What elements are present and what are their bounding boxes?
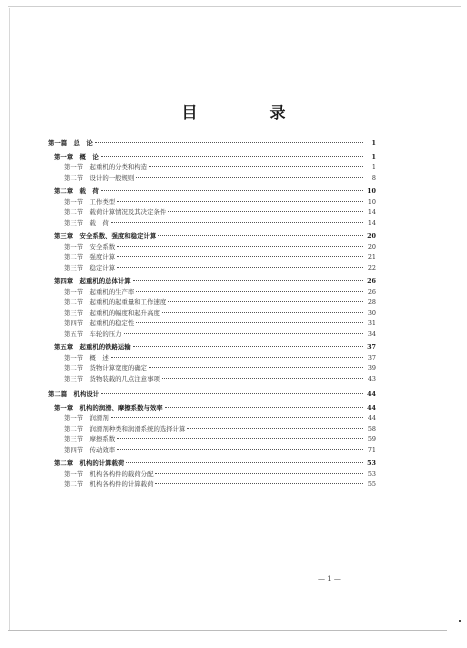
toc-leader-dots — [126, 462, 363, 463]
toc-entry-page: 26 — [367, 277, 376, 285]
toc-entry-page: 39 — [367, 364, 376, 372]
toc-entry-label: 第三节 起重机的幅度和起升高度 — [64, 308, 160, 317]
toc-entry-page: 1 — [371, 139, 376, 147]
toc-entry-label: 第一节 机构各构件的载荷分配 — [64, 469, 154, 478]
toc-leader-dots — [117, 201, 363, 202]
toc-entry-page: 53 — [367, 459, 376, 467]
toc-entry-label: 第一章 机构的润滑、摩擦系数与效率 — [54, 403, 163, 412]
toc-entry — [48, 318, 376, 329]
toc-entry-label: 第一篇 总 论 — [48, 139, 93, 147]
toc-entry-label: 第五章 起重机的铁路运输 — [54, 343, 131, 351]
scan-speck — [459, 620, 461, 622]
toc-leader-dots — [117, 246, 363, 247]
toc-leader-dots — [111, 357, 363, 358]
toc-entry-label: 第五节 车轮的压力 — [64, 329, 122, 338]
toc-entry — [48, 403, 376, 414]
toc-leader-dots — [111, 417, 363, 418]
toc-leader-dots — [95, 142, 363, 143]
toc-entry-label: 第三节 摩擦系数 — [64, 435, 116, 443]
toc-entry-page: 20 — [367, 232, 376, 240]
toc-entry-page: 31 — [367, 319, 376, 327]
toc-entry-label: 第二节 机构各构件的计算载荷 — [64, 480, 154, 488]
toc-entry-page: 21 — [367, 253, 376, 261]
toc-entry-label: 第三章 安全系数、强度和稳定计算 — [54, 232, 157, 240]
scan-border-top — [8, 6, 461, 7]
toc-entry-page: 34 — [367, 329, 376, 338]
toc-entry-label: 第一节 概 述 — [64, 353, 109, 362]
toc-leader-dots — [101, 190, 363, 191]
toc-entry — [48, 479, 376, 490]
toc-entry-label: 第二篇 机构设计 — [48, 390, 100, 398]
toc-entry — [48, 413, 376, 424]
toc-entry-label: 第一节 工作类型 — [64, 197, 116, 206]
toc-leader-dots — [124, 333, 363, 334]
toc-entry — [48, 469, 376, 480]
toc-entry-label: 第四章 起重机的总体计算 — [54, 277, 131, 285]
toc-entry-page: 44 — [367, 403, 376, 412]
toc-entry-label: 第二章 机构的计算载荷 — [54, 459, 125, 467]
table-of-contents — [48, 138, 376, 490]
toc-leader-dots — [117, 438, 363, 439]
toc-entry-page: 44 — [367, 414, 376, 422]
toc-entry — [48, 138, 376, 149]
toc-leader-dots — [101, 393, 363, 394]
toc-entry-page: 28 — [367, 298, 376, 306]
toc-entry-page: 43 — [367, 374, 376, 383]
toc-entry — [48, 276, 376, 287]
toc-entry — [48, 252, 376, 263]
toc-leader-dots — [155, 473, 363, 474]
toc-leader-dots — [136, 177, 363, 178]
toc-entry-page: 10 — [367, 197, 376, 206]
toc-entry-page: 44 — [367, 390, 376, 398]
toc-entry-label: 第二节 强度计算 — [64, 253, 116, 261]
toc-entry-page: 58 — [367, 424, 376, 433]
toc-entry-page: 1 — [371, 163, 376, 171]
toc-entry — [48, 173, 376, 184]
toc-entry-page: 14 — [367, 218, 376, 227]
toc-entry — [48, 263, 376, 274]
toc-leader-dots — [187, 428, 363, 429]
toc-entry — [48, 297, 376, 308]
page-title: 目 录 — [181, 103, 314, 122]
toc-entry — [48, 162, 376, 173]
toc-entry-label: 第三节 稳定计算 — [64, 263, 116, 272]
toc-entry-page: 53 — [367, 469, 376, 478]
toc-entry-label: 第二节 起重机的起重量和工作速度 — [64, 298, 167, 306]
toc-leader-dots — [168, 301, 363, 302]
toc-entry-label: 第一节 安全系数 — [64, 242, 116, 251]
toc-entry — [48, 231, 376, 242]
toc-entry-label: 第三节 货物装载的几点注意事项 — [64, 374, 160, 383]
toc-entry-label: 第二节 载荷计算情况及其决定条件 — [64, 208, 167, 216]
toc-entry-label: 第二节 设计的一般规则 — [64, 173, 135, 182]
toc-entry-page: 37 — [367, 343, 376, 351]
scan-border-bottom — [8, 630, 447, 631]
toc-entry-page: 1 — [371, 152, 376, 161]
toc-entry-page: 37 — [367, 353, 376, 362]
toc-leader-dots — [133, 280, 363, 281]
toc-leader-dots — [149, 367, 363, 368]
toc-entry-label: 第四节 起重机的稳定性 — [64, 319, 135, 327]
toc-entry — [48, 308, 376, 319]
page-number: — 1 — — [318, 575, 341, 583]
toc-entry-page: 71 — [367, 445, 376, 454]
toc-entry — [48, 287, 376, 298]
toc-leader-dots — [136, 322, 363, 323]
toc-entry-page: 30 — [367, 308, 376, 317]
toc-leader-dots — [101, 156, 363, 157]
toc-entry — [48, 389, 376, 400]
toc-entry-label: 第一节 润滑剂 — [64, 414, 109, 422]
toc-entry — [48, 218, 376, 229]
toc-entry-page: 26 — [367, 287, 376, 296]
toc-entry-label: 第二章 载 荷 — [54, 187, 99, 195]
toc-entry-page: 14 — [367, 208, 376, 216]
toc-entry-page: 22 — [367, 263, 376, 272]
toc-entry — [48, 342, 376, 353]
toc-entry — [48, 242, 376, 253]
toc-entry — [48, 207, 376, 218]
toc-leader-dots — [158, 235, 363, 236]
toc-entry — [48, 434, 376, 445]
toc-leader-dots — [117, 267, 363, 268]
toc-entry — [48, 197, 376, 208]
toc-entry — [48, 353, 376, 364]
toc-entry-page: 10 — [367, 187, 376, 195]
toc-entry-page: 20 — [367, 242, 376, 251]
toc-leader-dots — [155, 483, 363, 484]
toc-entry-label: 第二节 货物计算宽度的确定 — [64, 364, 148, 372]
toc-entry-label: 第四节 传动效率 — [64, 445, 116, 454]
toc-leader-dots — [149, 166, 363, 167]
toc-entry-label: 第一节 起重机的生产率 — [64, 287, 135, 296]
toc-leader-dots — [168, 211, 363, 212]
toc-entry-label: 第三节 载 荷 — [64, 218, 109, 227]
toc-entry — [48, 329, 376, 340]
toc-entry — [48, 458, 376, 469]
toc-entry — [48, 186, 376, 197]
toc-entry — [48, 363, 376, 374]
toc-leader-dots — [165, 407, 363, 408]
toc-leader-dots — [117, 256, 363, 257]
toc-entry — [48, 445, 376, 456]
toc-entry-label: 第一章 概 论 — [54, 152, 99, 161]
toc-entry-page: 55 — [367, 480, 376, 488]
toc-entry — [48, 424, 376, 435]
toc-entry — [48, 152, 376, 163]
toc-leader-dots — [162, 312, 363, 313]
toc-entry-page: 59 — [367, 435, 376, 443]
toc-entry-label: 第二节 润滑剂种类和润滑系统的选择计算 — [64, 424, 186, 433]
toc-leader-dots — [136, 291, 363, 292]
toc-leader-dots — [117, 449, 363, 450]
toc-entry-label: 第一节 起重机的分类和构造 — [64, 163, 148, 171]
toc-entry-page: 8 — [371, 173, 376, 182]
toc-leader-dots — [133, 346, 363, 347]
toc-entry — [48, 374, 376, 385]
toc-leader-dots — [162, 378, 363, 379]
toc-leader-dots — [111, 222, 363, 223]
